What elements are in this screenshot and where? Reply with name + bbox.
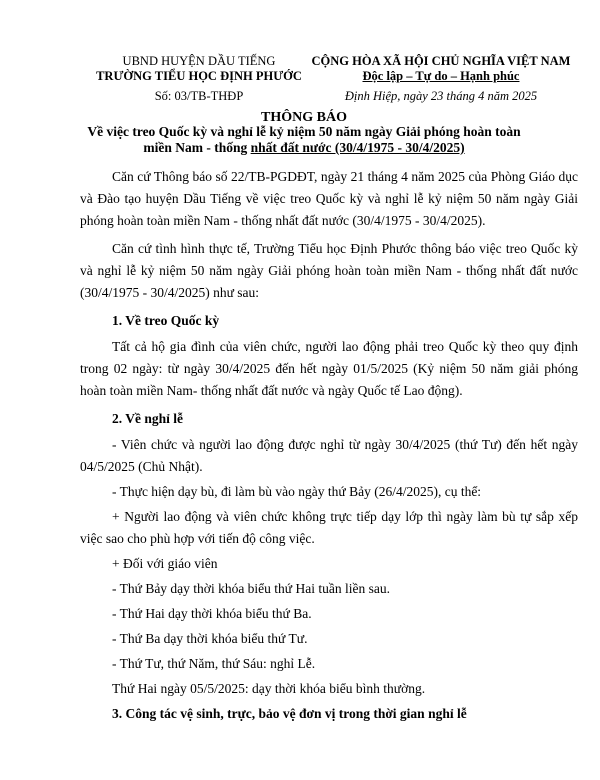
document-body [80, 166, 578, 729]
section-2-item: + Người lao động và viên chức không trực tiếp dạy lớp thì ngày làm bù tự sắp xếp việc sao cho phù hợp với tiến độ công việc. [80, 509, 578, 546]
national-block [310, 54, 572, 84]
national-motto: Độc lập – Tự do – Hạnh phúc [362, 69, 520, 83]
agency-name: UBND HUYỆN DẦU TIẾNG [122, 54, 276, 68]
paragraph-basis-1: Căn cứ Thông báo số 22/TB-PGDĐT, ngày 21 tháng 4 năm 2025 của Phòng Giáo dục và Đào tạo huyện Dầu Tiếng về việc treo Quốc kỳ và nghỉ lễ kỷ niệm 50 năm ngày Giải phóng hoàn toàn miền Nam - thống nhất đất nước (30/4/1975 - 30/4/2025). [80, 169, 578, 228]
section-2-item: Thứ Hai ngày 05/5/2025: dạy thời khóa biểu bình thường. [112, 681, 426, 696]
section-2-item: - Thực hiện dạy bù, đi làm bù vào ngày thứ Bảy (26/4/2025), cụ thể: [112, 484, 482, 499]
subtitle-line-2b: nhất đất nước (30/4/1975 - 30/4/2025) [250, 140, 465, 155]
document-number: Số: 03/TB-THĐP [154, 89, 244, 103]
section-3-heading: 3. Công tác vệ sinh, trực, bảo vệ đơn vị trong thời gian nghỉ lễ [112, 706, 467, 721]
document-title: THÔNG BÁO [261, 110, 347, 125]
section-2-item: - Thứ Hai dạy thời khóa biểu thứ Ba. [112, 606, 312, 621]
issuer-block [84, 54, 314, 84]
date-place: Định Hiệp, ngày 23 tháng 4 năm 2025 [344, 89, 538, 103]
section-2-heading: 2. Về nghỉ lễ [112, 411, 184, 426]
section-2-item: - Thứ Bảy dạy thời khóa biểu thứ Hai tuần liền sau. [112, 581, 390, 596]
subtitle-line-2a: miền Nam - thống [143, 140, 251, 155]
document-subtitle [40, 124, 568, 156]
section-2-item: + Đối với giáo viên [112, 556, 218, 571]
paragraph-basis-2: Căn cứ tình hình thực tế, Trường Tiểu học Định Phước thông báo việc treo Quốc kỳ và nghỉ lễ kỷ niệm 50 năm ngày Giải phóng hoàn toàn miền Nam - thống nhất đất nước (30/4/1975 - 30/4/2025) như sau: [80, 241, 578, 300]
nation-name: CỘNG HÒA XÃ HỘI CHỦ NGHĨA VIỆT NAM [311, 54, 571, 68]
school-name: TRƯỜNG TIỂU HỌC ĐỊNH PHƯỚC [96, 69, 302, 83]
section-1-text: Tất cả hộ gia đình của viên chức, người lao động phải treo Quốc kỳ theo quy định trong 02 ngày: từ ngày 30/4/2025 đến hết ngày 01/5/2025 (Kỷ niệm 50 năm giải phóng hoàn toàn miền Nam- thống nhất đất nước và ngày Quốc tế Lao động). [80, 339, 578, 398]
subtitle-line-1: Về việc treo Quốc kỳ và nghỉ lễ kỷ niệm 50 năm ngày Giải phóng hoàn toàn [87, 124, 521, 139]
section-2-item: - Viên chức và người lao động được nghỉ từ ngày 30/4/2025 (thứ Tư) đến hết ngày 04/5/2025 (Chủ Nhật). [80, 437, 578, 474]
section-2-item: - Thứ Tư, thứ Năm, thứ Sáu: nghỉ Lễ. [112, 656, 316, 671]
subtitle-line-2 [40, 140, 568, 156]
section-2-item: - Thứ Ba dạy thời khóa biểu thứ Tư. [112, 631, 308, 646]
section-1-heading: 1. Về treo Quốc kỳ [112, 313, 220, 328]
